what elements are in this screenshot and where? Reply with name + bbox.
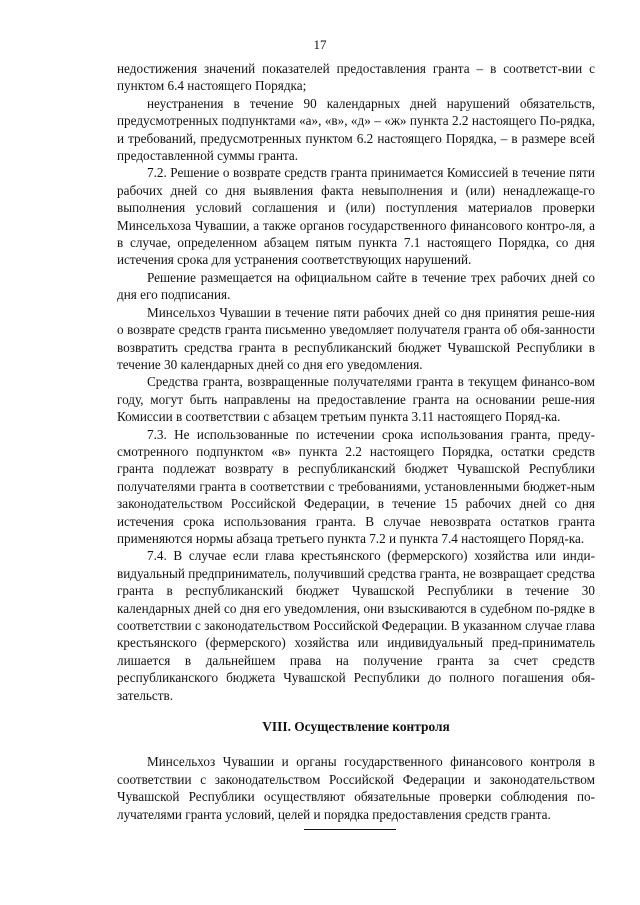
section-spacer <box>117 735 595 753</box>
section-paragraph-1: Минсельхоз Чувашии и органы государственного финансового контроля в соответствии с законодательством Российской Федерации и законодательством Чувашской Республики осуществляют обязательные проверки соблюдения по-лучателями гранта условий, целей и порядка предоставления средств гранта. <box>117 754 595 822</box>
document-body <box>117 60 595 823</box>
paragraph-6: Средства гранта, возвращенные получателями гранта в текущем финансо-вом году, могут быть направлены на предоставление гранта на основании реше-ния Комиссии в соответствии с абзацем третьим пункта 3.11 настоящего Поряд-ка. <box>117 374 595 425</box>
paragraph-8: 7.4. В случае если глава крестьянского (фермерского) хозяйства или инди-видуальный предприниматель, получивший средства гранта, не возвращает средства гранта в республиканский бюджет Чувашской Республики в течение 30 календарных дней со дня его уведомления, они взыскиваются в судебном по-рядке в соответствии с законодательством Российской Федерации. В указанном случае глава крестьянского (фермерского) хозяйства или индивидуальный пред-приниматель лишается в дальнейшем права на получение гранта за счет средств республиканского бюджета Чувашской Республики до полного погашения обя-зательств. <box>117 548 595 703</box>
paragraph-2: неустранения в течение 90 календарных дней нарушений обязательств, предусмотренных подпунктами «а», «в», «д» – «ж» пункта 2.2 настоящего По-рядка, и требований, предусмотренных пунктом 6.2 настоящего Порядка, – в размере всей предоставленной суммы гранта. <box>117 95 595 164</box>
paragraph-1: недостижения значений показателей предоставления гранта – в соответст-вии с пунктом 6.4 настоящего Порядка; <box>117 61 595 94</box>
paragraph-3: 7.2. Решение о возврате средств гранта принимается Комиссией в течение пяти рабочих дней со дня выявления факта невыполнения и (или) ненадлежаще-го выполнения условий соглашения и (или) поступления материалов проверки Минсельхоза Чувашии, а также органов государственного финансового контро-ля, а в случае, определенном абзацем пятым пункта 7.1 настоящего Порядка, со дня истечения срока для устранения соответствующих нарушений. <box>117 165 595 268</box>
paragraph-7: 7.3. Не использованные по истечении срока использования гранта, преду-смотренного подпунктом «в» пункта 2.2 настоящего Порядка, остатки средств гранта подлежат возврату в республиканский бюджет Чувашской Республики получателями гранта в соответствии с требованиями, установленными бюджет-ным законодательством Российской Федерации, в течение 15 рабочих дней со дня истечения срока использования гранта. В случае невозврата остатков гранта применяются нормы абзаца третьего пункта 7.2 и пункта 7.4 настоящего Поряд-ка. <box>117 426 595 546</box>
paragraph-4: Решение размещается на официальном сайте в течение трех рабочих дней со дня его подписания. <box>117 269 595 303</box>
paragraph-5: Минсельхоз Чувашии в течение пяти рабочих дней со дня принятия реше-ния о возврате средств гранта письменно уведомляет получателя гранта об обя-занности возвратить средства гранта в республиканский бюджет Чувашской Республики в течение 30 календарных дней со дня его уведомления. <box>117 304 595 372</box>
page-number: 17 <box>313 37 327 52</box>
section-heading: VIII. Осуществление контроля <box>262 719 450 735</box>
footer-divider <box>304 829 396 830</box>
